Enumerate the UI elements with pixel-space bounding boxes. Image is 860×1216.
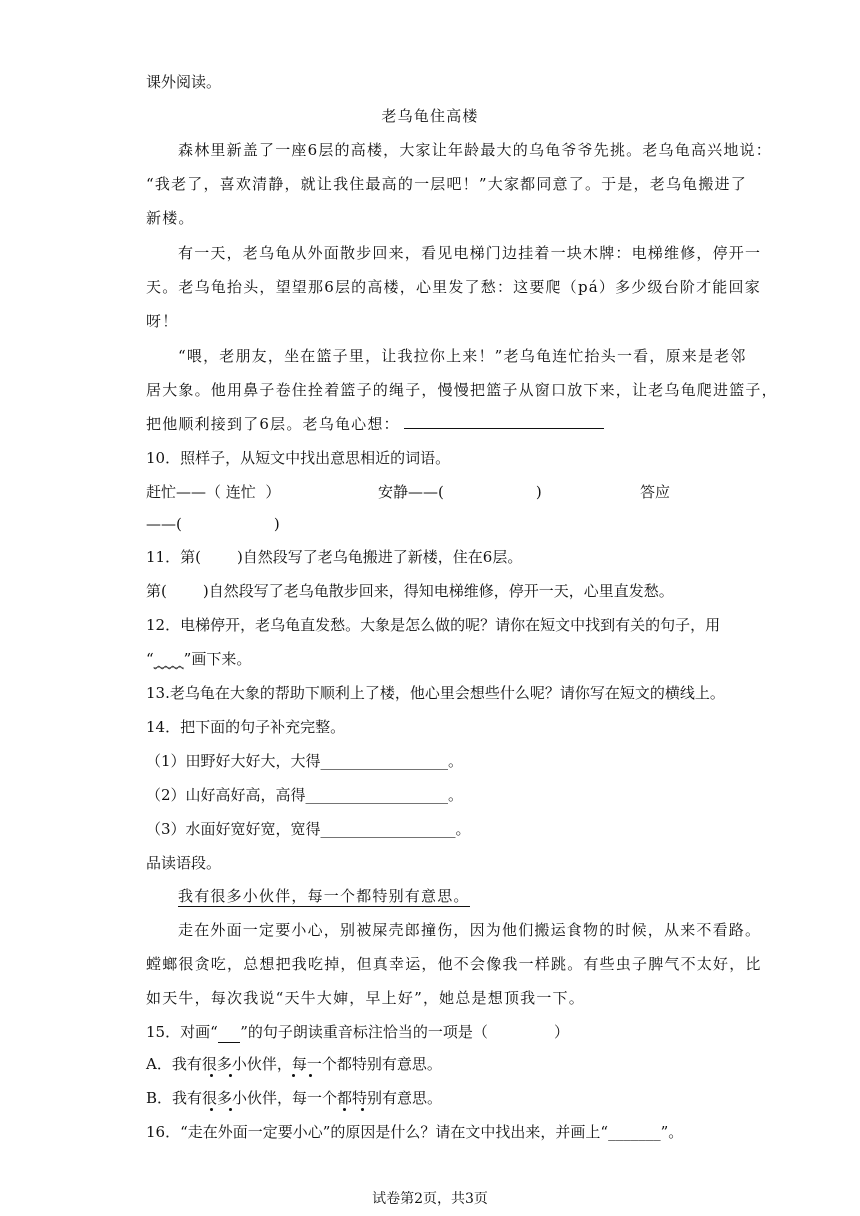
question-14-sentence-2[interactable]: （2）山好高好高，高得___________________。 bbox=[146, 786, 464, 804]
story-paragraph-3-text: 把他顺利接到了6层。老乌龟心想： bbox=[146, 415, 400, 433]
question-12-line-2: “____”画下来。 bbox=[146, 650, 252, 668]
question-15-option-a[interactable]: A．我有很多小伙伴，每一个都特别有意思。 bbox=[146, 1055, 442, 1073]
question-10-word-3: 答应 bbox=[640, 483, 671, 501]
section-label-passage: 品读语段。 bbox=[146, 854, 222, 872]
story-paragraph-3-line-3 bbox=[146, 414, 604, 434]
story-paragraph-2-line-1: 有一天，老乌龟从外面散步回来，看见电梯门边挂着一块木牌：电梯维修，停开一 bbox=[178, 244, 762, 262]
question-11-line-1: 11．第( )自然段写了老乌龟搬进了新楼，住在6层。 bbox=[146, 548, 523, 566]
option-b-emphasis-dots bbox=[0, 1108, 860, 1116]
passage-line-3: 螳螂很贪吃，总想把我吃掉，但真幸运，他不会像我一样跳。有些虫子脾气不太好，比 bbox=[146, 955, 762, 973]
story-paragraph-3-line-1: “喂，老朋友，坐在篮子里，让我拉你上来！”老乌龟连忙抬头一看，原来是老邻 bbox=[178, 347, 747, 365]
example-answer: 连忙 bbox=[225, 483, 256, 501]
page-footer: 试卷第2页，共3页 bbox=[372, 1191, 488, 1207]
passage-line-2: 走在外面一定要小心，别被屎壳郎撞伤，因为他们搬运食物的时候，从来不看路。 bbox=[178, 921, 762, 939]
question-14-sentence-1[interactable]: （1）田野好大好大，大得_________________。 bbox=[146, 752, 464, 770]
story-paragraph-1-line-3: 新楼。 bbox=[146, 209, 195, 227]
story-paragraph-3-line-2: 居大象。他用鼻子卷住拴着篮子的绳子，慢慢把篮子从窗口放下来，让老乌龟爬进篮子， bbox=[146, 381, 778, 399]
story-paragraph-2-line-3: 呀！ bbox=[146, 312, 179, 330]
story-title: 老乌龟住高楼 bbox=[381, 107, 479, 125]
question-14-sentence-3[interactable]: （3）水面好宽好宽，宽得__________________。 bbox=[146, 820, 471, 838]
passage-underlined-sentence: 我有很多小伙伴，每一个都特别有意思。 bbox=[178, 887, 470, 905]
question-11-line-2: 第( )自然段写了老乌龟散步回来，得知电梯维修，停开一天，心里直发愁。 bbox=[146, 582, 674, 600]
section-label-reading: 课外阅读。 bbox=[146, 73, 222, 91]
option-a-emphasis-dots bbox=[0, 1074, 860, 1082]
underline-mark bbox=[218, 1023, 241, 1043]
question-10-example: 赶忙——（ 连忙 ） bbox=[146, 483, 281, 501]
story-paragraph-2-line-2: 天。老乌龟抬头，望望那6层的高楼，心里发了愁：这要爬（pá）多少级台阶才能回家 bbox=[146, 278, 761, 296]
wavy-line-mark: ____ bbox=[153, 650, 184, 668]
question-16: 16．“走在外面一定要小心”的原因是什么？请在文中找出来，并画上“_______”。 bbox=[146, 1123, 684, 1141]
question-13: 13.老乌龟在大象的帮助下顺利上了楼，他心里会想些什么呢？请你写在短文的横线上。 bbox=[146, 684, 725, 702]
question-12-line-1: 12．电梯停开，老乌龟直发愁。大象是怎么做的呢？请你在短文中找到有关的句子，用 bbox=[146, 616, 721, 634]
story-paragraph-1-line-2: “我老了，喜欢清静，就让我住最高的一层吧！”大家都同意了。于是，老乌龟搬进了 bbox=[146, 175, 747, 193]
question-10-word-3-blank[interactable]: ——( ) bbox=[146, 515, 280, 533]
question-10-word-2[interactable]: 安静——( ) bbox=[378, 483, 542, 501]
question-10-stem: 10．照样子，从短文中找出意思相近的词语。 bbox=[146, 449, 451, 467]
passage-line-4: 如天牛，每次我说“天牛大婶，早上好”，她总是想顶我一下。 bbox=[146, 989, 585, 1007]
story-paragraph-1-line-1: 森林里新盖了一座6层的高楼，大家让年龄最大的乌龟爷爷先挑。老乌龟高兴地说： bbox=[178, 141, 772, 159]
question-14-stem: 14．把下面的句子补充完整。 bbox=[146, 718, 346, 736]
question-15-stem: 15．对画“ ”的句子朗读重音标注恰当的一项是（ ） bbox=[146, 1023, 569, 1041]
question-15-option-b[interactable]: B．我有很多小伙伴，每一个都特别有意思。 bbox=[146, 1089, 443, 1107]
answer-blank-line[interactable] bbox=[404, 414, 604, 429]
